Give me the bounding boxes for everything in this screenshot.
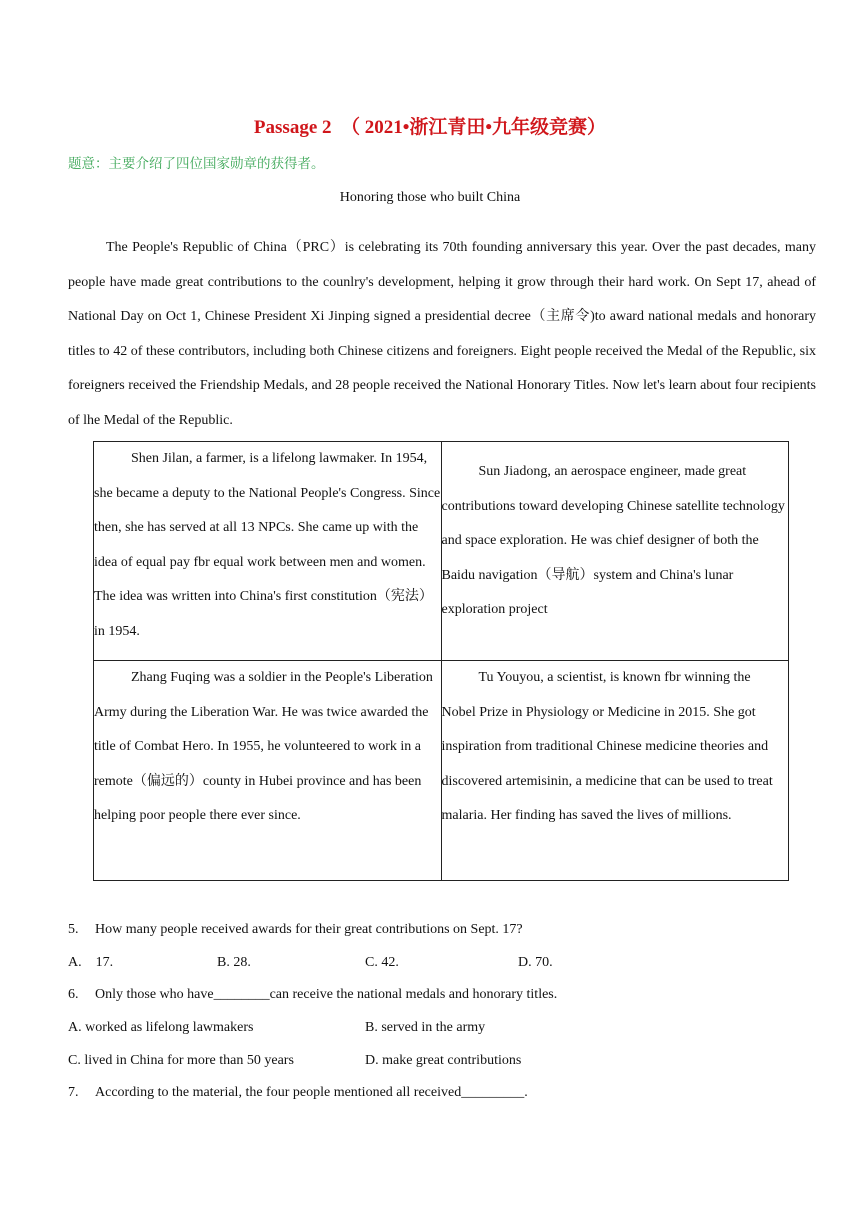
question-number: 5. xyxy=(68,922,79,937)
table-row xyxy=(94,661,789,881)
option-b: B. served in the army xyxy=(365,1020,486,1036)
question-number: 7. xyxy=(68,1085,79,1101)
question-stem: How many people received awards for their great contributions on Sept. 17? xyxy=(95,922,523,937)
recipient-cell-tu-youyou xyxy=(441,661,789,881)
option-b: B. 28. xyxy=(217,954,251,970)
question-5 xyxy=(68,914,828,947)
question-6 xyxy=(68,979,828,1012)
recipient-text: Shen Jilan, a farmer, is a lifelong lawmaker. In 1954, she became a deputy to the National People's Congress. Since then, she has served at all 13 NPCs. She came up with the idea of equal pay fbr equal work between men and women. The idea was written into China's first constitution（宪法）in 1954. xyxy=(94,451,441,639)
question-7 xyxy=(68,1077,828,1110)
option-c: C. 42. xyxy=(365,954,399,970)
option-a: A. 17. xyxy=(68,954,114,970)
question-stem: Only those who have________can receive the national medals and honorary titles. xyxy=(95,987,558,1003)
question-number: 6. xyxy=(68,987,79,1003)
recipient-text: Sun Jiadong, an aerospace engineer, made great contributions toward developing Chinese satellite technology and space exploration. He was chief designer of both the Baidu navigation（导航）system and China's lunar exploration project xyxy=(441,464,785,618)
recipient-text: Zhang Fuqing was a soldier in the People's Liberation Army during the Liberation War. He was twice awarded the title of Combat Hero. In 1955, he volunteered to work in a remote（偏远的）county in Hubei province and has been helping poor people there ever since. xyxy=(94,670,433,824)
question-list xyxy=(68,914,828,1110)
recipient-cell-zhang-fuqing xyxy=(94,661,442,881)
question-6-options-row2 xyxy=(68,1045,828,1078)
question-5-options xyxy=(68,947,828,980)
passage-title: Passage 2 （ 2021•浙江青田•九年级竞赛） xyxy=(253,117,607,138)
option-d: D. make great contributions xyxy=(365,1052,522,1068)
option-d: D. 70. xyxy=(518,954,553,970)
option-a: A. worked as lifelong lawmakers xyxy=(68,1020,254,1036)
article-headline: Honoring those who built China xyxy=(339,190,521,205)
recipient-cell-shen-jilan xyxy=(94,442,442,661)
recipient-text: Tu Youyou, a scientist, is known fbr winning the Nobel Prize in Physiology or Medicine in 2015. She got inspiration from traditional Chinese medicine theories and discovered artemisinin, a medicine that can be used to treat malaria. Her finding has saved the lives of millions. xyxy=(441,670,773,824)
article-intro: The People's Republic of China（PRC）is celebrating its 70th founding anniversary this year. Over the past decades, many people have made great contributions to the counlry's development, helping it grow through their hard work. On Sept 17, ahead of National Day on Oct 1, Chinese President Xi Jinping signed a presidential decree（主席令)to award national medals and honorary titles to 42 of these contributors, including both Chinese citizens and foreigners. Eight people received the Medal of the Republic, six foreigners received the Friendship Medals, and 28 people received the National Honorary Titles. Now let's learn about four recipients of lhe Medal of the Republic. xyxy=(68,240,816,428)
recipients-table xyxy=(93,441,789,881)
passage-gist: 题意：主要介绍了四位国家勋章的获得者。 xyxy=(68,156,325,171)
recipient-cell-sun-jiadong xyxy=(441,442,789,661)
option-c: C. lived in China for more than 50 years xyxy=(68,1052,294,1068)
question-6-options-row1 xyxy=(68,1012,828,1045)
question-stem: According to the material, the four people mentioned all received_________. xyxy=(95,1085,528,1101)
table-row xyxy=(94,442,789,661)
